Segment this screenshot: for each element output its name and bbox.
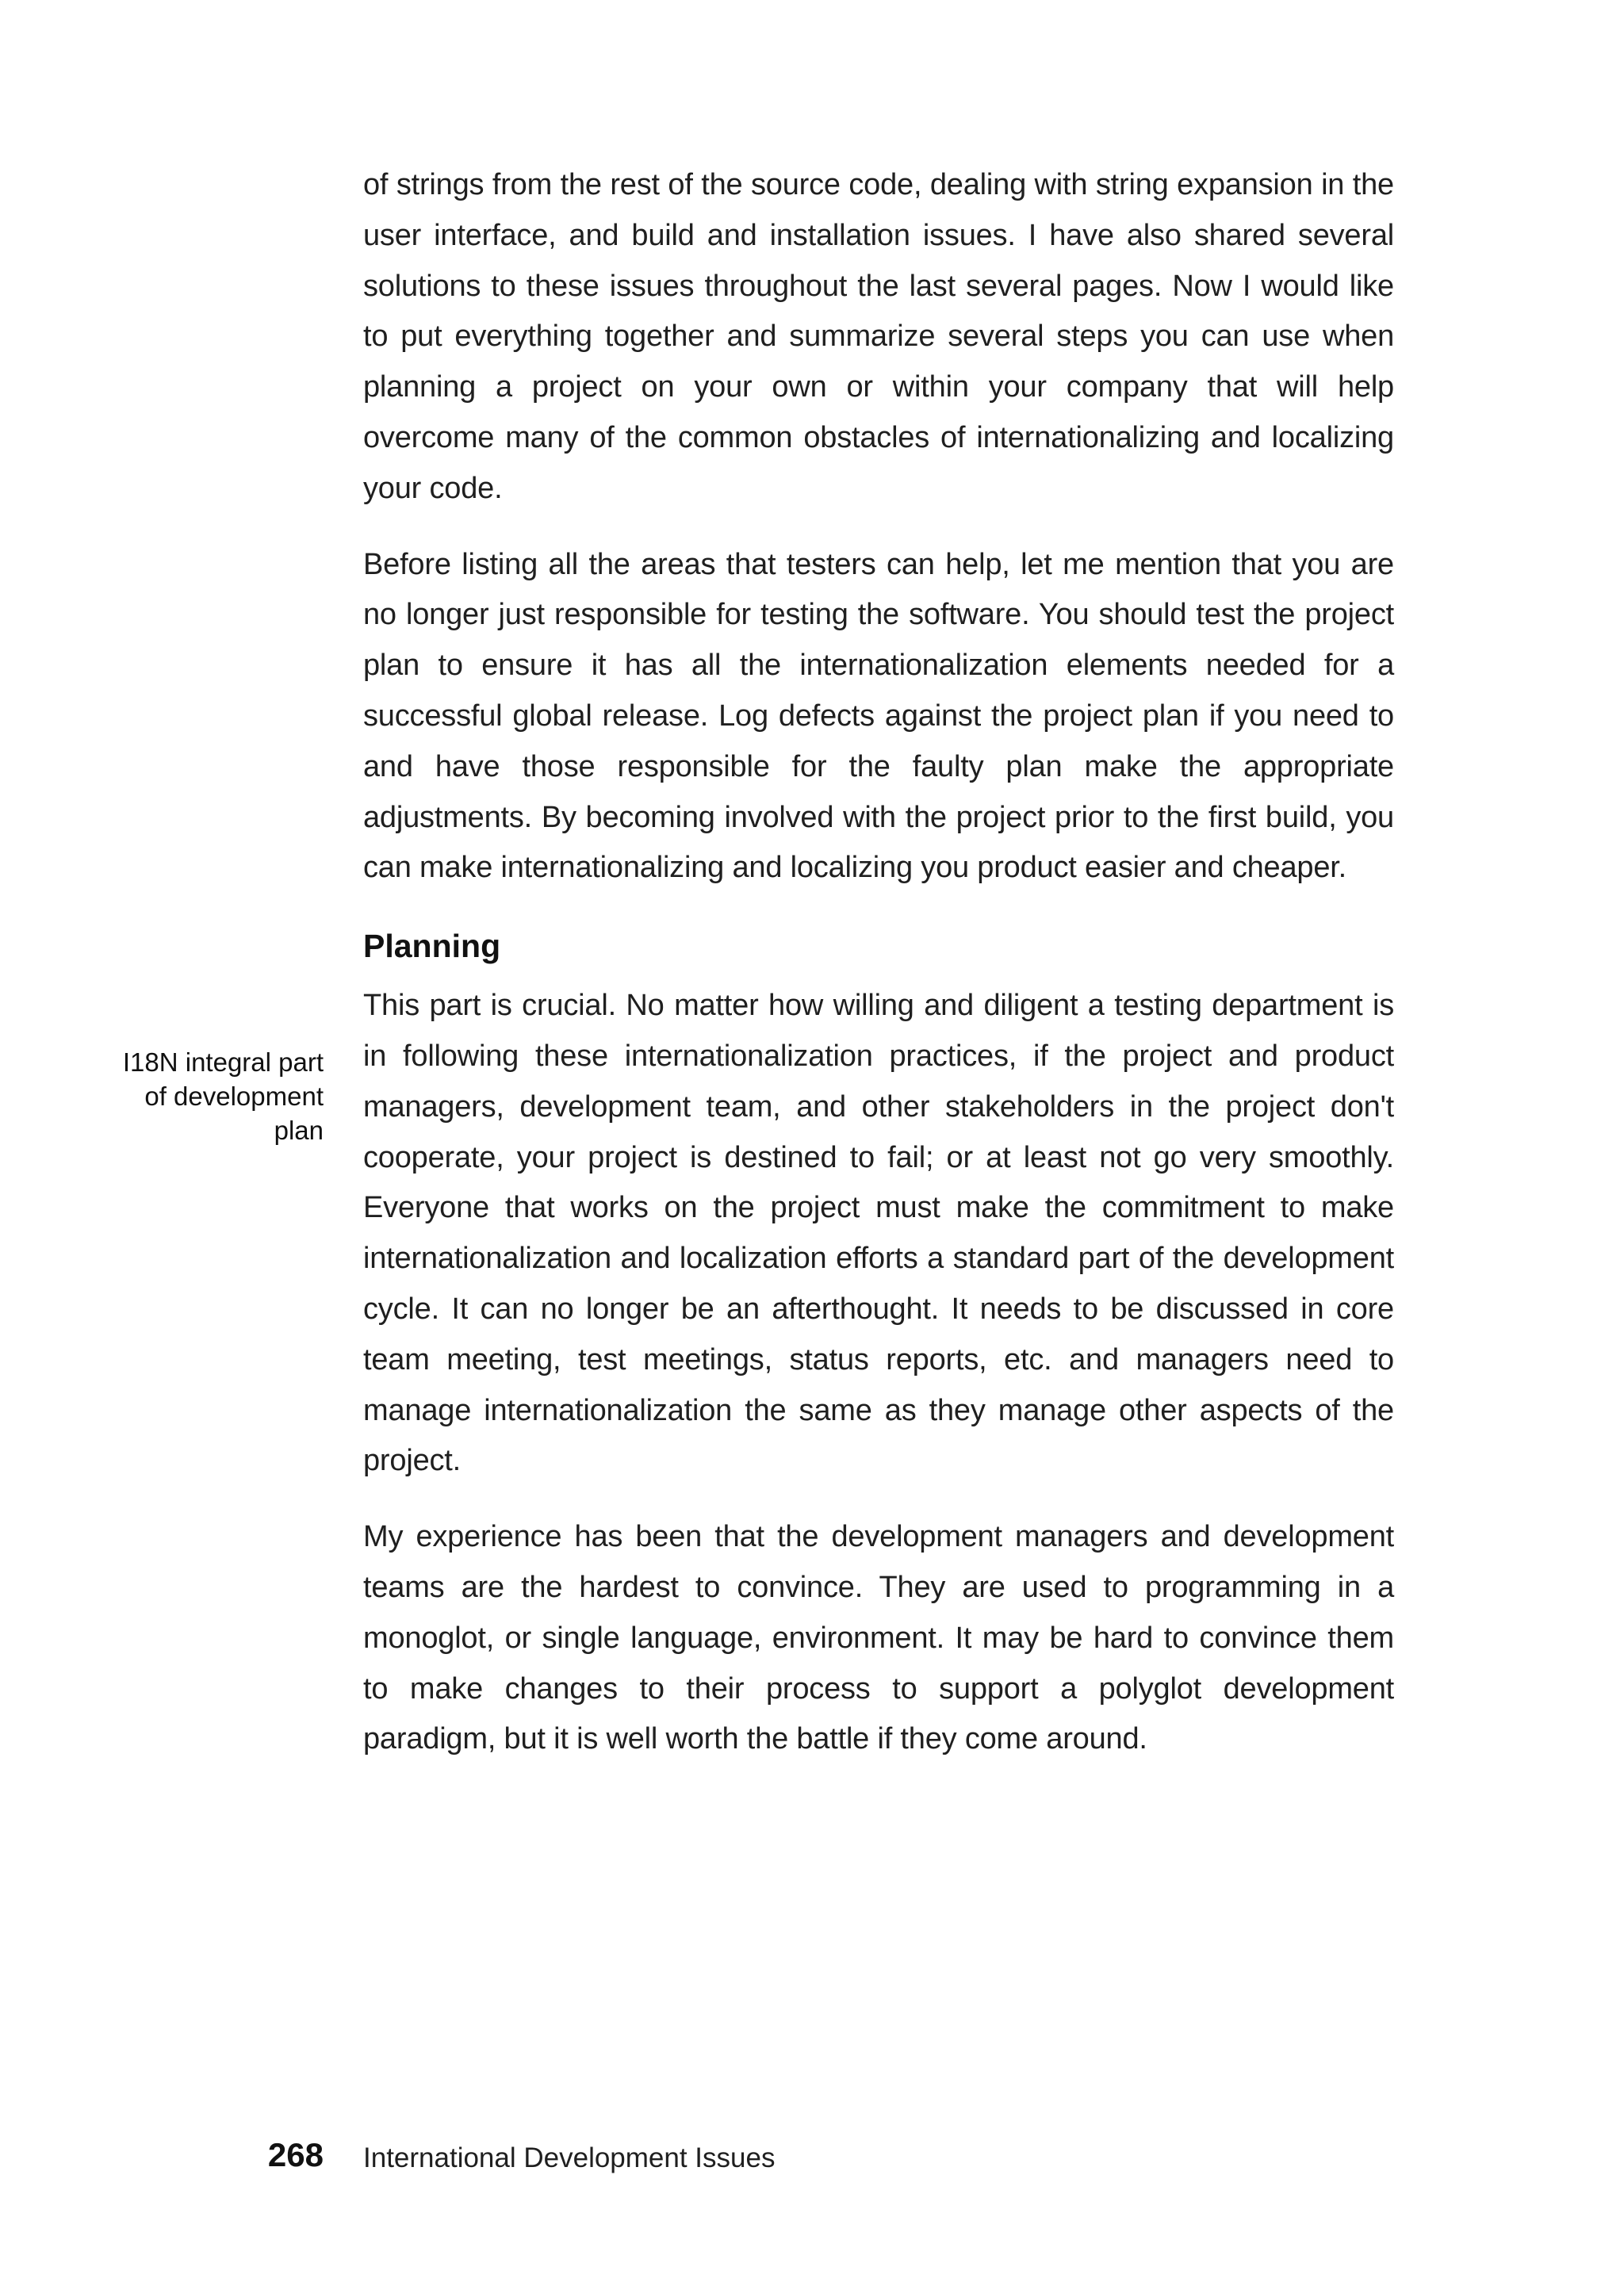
planning-paragraph-1: This part is crucial. No matter how willing and diligent a testing department is in following these internationalization practices, if the project and product managers, development team, and other stakeholders in the project don't cooperate, your project is destined to fail; or at least not go very smoothly. Everyone that works on the project must make the commitment to make internationalization and localization efforts a standard part of the development cycle. It can no longer be an afterthought. It needs to be discussed in core team meeting, test meetings, status reports, etc. and managers need to manage internationalization the same as they manage other aspects of the project. xyxy=(363,989,1394,1478)
section-heading-planning: Planning xyxy=(363,928,501,965)
page-number: 268 xyxy=(267,2136,324,2173)
margin-note-line-3: plan xyxy=(274,1116,324,1145)
body-paragraph-2: Before listing all the areas that testers can help, let me mention that you are no longer just responsible for testing the software. You should test the project plan to ensure it has all the internationalization elements needed for a successful global release. Log defects against the project plan if you need to and have those responsible for the faulty plan make the appropriate adjustments. By becoming involved with the project prior to the first build, you can make internationalizing and localizing you product easier and cheaper. xyxy=(363,547,1394,885)
main-text-column xyxy=(363,160,1394,1790)
margin-note xyxy=(63,1045,324,1147)
margin-note-line-1: I18N integral part xyxy=(122,1047,324,1077)
planning-paragraph-2: My experience has been that the development managers and development teams are the hardest to convince. They are used to programming in a monoglot, or single language, environment. It may be hard to convince them to make changes to their process to support a polyglot development paradigm, but it is well worth the battle if they come around. xyxy=(363,1520,1394,1756)
running-title: International Development Issues xyxy=(363,2142,776,2173)
margin-note-line-2: of development xyxy=(144,1082,324,1111)
page-footer xyxy=(0,2131,1624,2179)
body-paragraph-1: of strings from the rest of the source code, dealing with string expansion in the user interface, and build and installation issues. I have also shared several solutions to these issues throughout the last several pages. Now I would like to put everything together and summarize several steps you can use when planning a project on your own or within your company that will help overcome many of the common obstacles of internationalizing and localizing your code. xyxy=(363,168,1394,505)
